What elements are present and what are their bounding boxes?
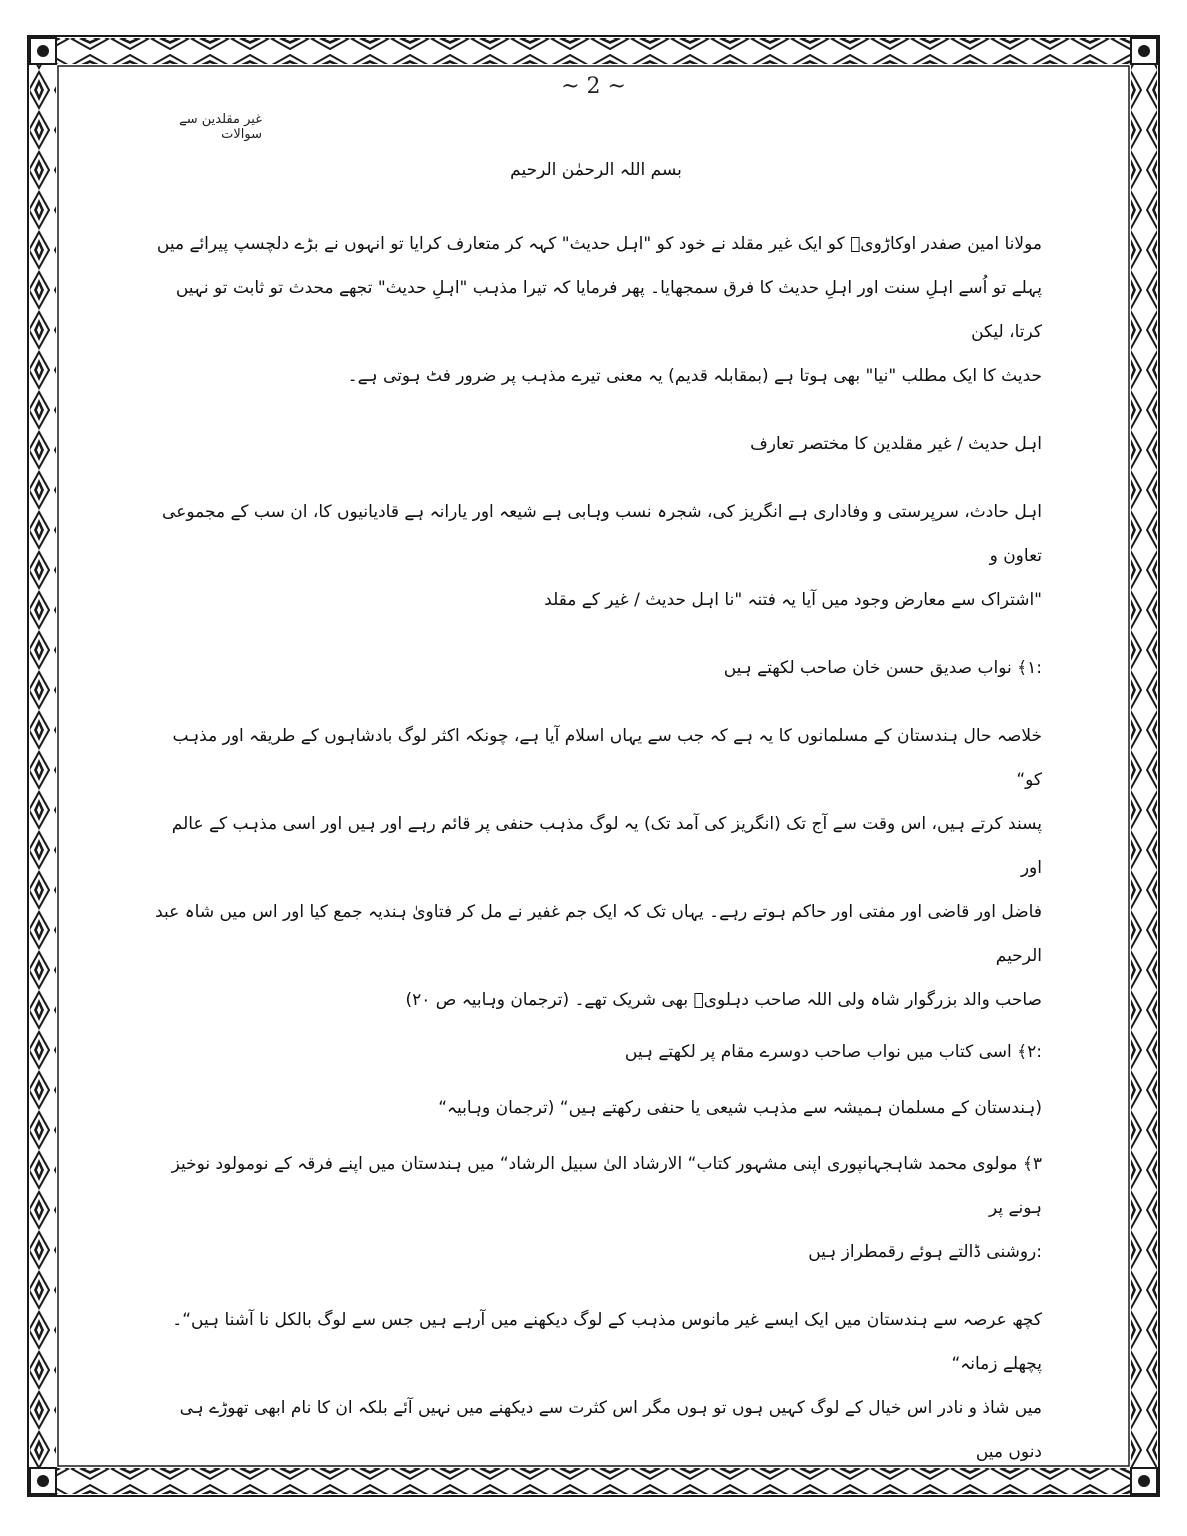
intro-line-2: پہلے تو اُسے اہلِ سنت اور اہلِ حدیث کا فرق سمجھایا۔ پھر فرمایا کہ تیرا مذہب "اہلِ حدیث" تجھے محدث تو ثابت تو نہیں کرتا، لیکن [175,278,1042,342]
intro-line-1: مولانا امین صفدر اوکاڑویؒ کو ایک غیر مقلد نے خود کو "اہل حدیث" کہہ کر متعارف کرایا تو انہوں نے بڑے دلچسپ پیرائے میں [156,234,1042,254]
item3-line-2: :روشنی ڈالتے ہوئے رقمطراز ہیں [808,1242,1042,1262]
para2-line-2: "اشتراک سے معارض وجود میں آیا یہ فتنہ "نا اہل حدیث / غیر کے مقلد [544,590,1042,610]
last-para-line-2: میں شاذ و نادر اس خیال کے لوگ کہیں ہوں تو ہوں مگر اس کثرت سے دیکھنے میں نہیں آئے بلکہ ان کا نام ابھی تھوڑے ہی دنوں میں [179,1398,1042,1462]
document-body [150,148,1042,1474]
item1-line-1: خلاصہ حال ہندستان کے مسلمانوں کا یہ ہے کہ جب سے یہاں اسلام آیا ہے، چونکہ اکثر لوگ بادشاہوں کے طریقہ اور مذہب کو“ [172,726,1042,790]
intro-line-3: حدیث کا ایک مطلب "نیا" بھی ہوتا ہے (بمقابلہ قدیم) یہ معنی تیرے مذہب پر ضرور فٹ ہوتی ہے۔ [347,366,1042,386]
para2-line-1: اہل حادث، سرپرستی و وفاداری ہے انگریز کی، شجرہ نسب وہابی ہے شیعہ اور یارانہ ہے قادیانیوں کا، ان سب کے مجموعی تعاون و [162,502,1042,566]
bismillah: بسم اللہ الرحمٰن الرحیم [510,160,682,180]
item1-line-4: صاحب والد بزرگوار شاہ ولی اللہ صاحب دہلویؒ بھی شریک تھے۔ (ترجمان وہابیہ ص ۲۰) [405,990,1042,1010]
item2-text: (ہندستان کے مسلمان ہمیشہ سے مذہب شیعی یا حنفی رکھتے ہیں“ (ترجمان وہابیہ“ [438,1098,1042,1118]
item1-line-2: پسند کرتے ہیں، اس وقت سے آج تک (انگریز کی آمد تک) یہ لوگ مذہب حنفی پر قائم رہے اور ہیں اور اسی مذہب کے عالم اور [171,814,1042,878]
item2-title: :۲﴾ اسی کتاب میں نواب صاحب دوسرے مقام پر لکھتے ہیں [624,1042,1042,1062]
section-heading: اہل حدیث / غیر مقلدین کا مختصر تعارف [750,434,1042,454]
item3-line-1: ۳﴾ مولوی محمد شاہجہانپوری اپنی مشہور کتاب“ الارشاد الیٰ سبیل الرشاد“ میں ہندستان میں اپنے فرقہ کے نومولود نوخیز ہونے پر [171,1154,1042,1218]
running-header: غیر مقلدین سے سوالات [179,112,262,142]
page-number: ~ 2 ~ [561,74,626,99]
item1-title: :۱﴾ نواب صدیق حسن خان صاحب لکھتے ہیں [723,658,1042,678]
last-para-line-1: کچھ عرصہ سے ہندستان میں ایک ایسے غیر مانوس مذہب کے لوگ دیکھنے میں آرہے ہیں جس سے لوگ بالکل نا آشنا ہیں“۔ پچھلے زمانہ“ [172,1310,1042,1374]
item1-line-3: فاضل اور قاضی اور مفتی اور حاکم ہوتے رہے۔ یہاں تک کہ ایک جم غفیر نے مل کر فتاویٰ ہندیہ جمع کیا اور اس میں شاہ عبد الرحیم [155,902,1042,966]
